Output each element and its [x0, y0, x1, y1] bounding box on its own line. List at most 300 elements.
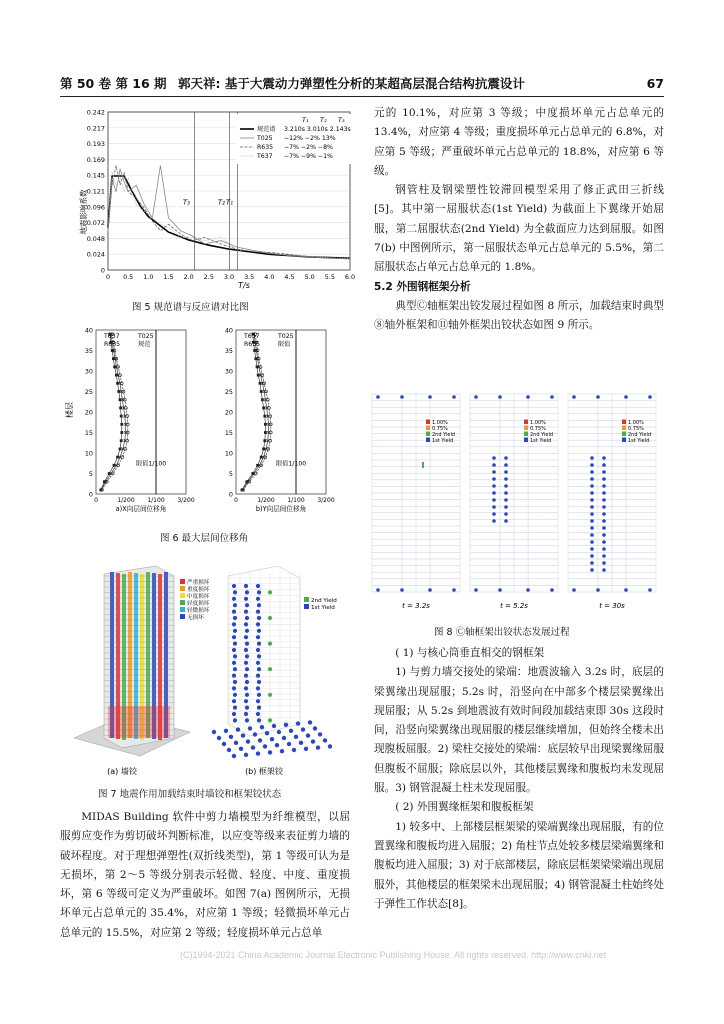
fig8-legend-label: 1st Yield — [628, 438, 650, 444]
fig8-hinge-dot — [602, 568, 606, 572]
fig6-y-tick-label: 5 — [228, 470, 233, 478]
fig8-hinge-dot — [602, 477, 606, 481]
fig7b-hinge-dot — [256, 674, 260, 678]
fig6-legend-entry: 限值 — [278, 341, 291, 348]
fig7b-base-hinge-dot — [227, 748, 231, 752]
fig5-x-axis-label: T/s — [238, 281, 250, 290]
fig7b-base-hinge-dot — [306, 733, 310, 737]
fig8-legend-label: 2nd Yield — [628, 432, 652, 438]
fig6-legend-entry: T637 — [244, 333, 260, 340]
fig8-hinge-dot — [602, 484, 606, 488]
fig7b-hinge-dot — [232, 712, 236, 716]
left-text-column — [60, 808, 350, 943]
fig8-hinge-dot — [498, 588, 502, 592]
fig7b-base-hinge-dot — [224, 729, 228, 733]
fig7b-base-hinge-dot — [241, 733, 245, 737]
fig8-legend-label: 1st Yield — [530, 438, 552, 444]
fig7b-hinge-dot — [257, 642, 261, 646]
fig6-point — [113, 464, 116, 467]
fig8-hinge-dot — [590, 561, 594, 565]
fig8-frame-hinge-development — [370, 388, 664, 616]
fig5-x-tick-label: 1.5 — [163, 273, 174, 281]
fig7a-legend-label: 严重损坏 — [187, 580, 210, 586]
fig5-y-tick-label: 0.242 — [86, 108, 105, 117]
fig7b-base-hinge-dot — [212, 730, 216, 734]
fig8-hinge-dot — [590, 498, 594, 502]
fig6-y-tick-label: 10 — [224, 449, 233, 458]
fig8-hinge-dot — [400, 588, 404, 592]
fig6-limit-label: 限值1/100 — [136, 460, 167, 468]
fig7b-base-hinge-dot — [299, 741, 303, 745]
fig8-hinge-dot — [400, 395, 404, 399]
fig7b-base-hinge-dot — [282, 736, 286, 740]
fig7b-hinge-dot — [257, 667, 261, 671]
fig8-legend-swatch — [426, 432, 430, 437]
fig7b-base-hinge-dot — [268, 750, 272, 754]
fig7b-hinge-dot — [256, 712, 260, 716]
fig8-hinge-dot — [590, 547, 594, 551]
fig8-hinge-dot — [624, 395, 628, 399]
fig7a-legend-label: 中度损坏 — [187, 594, 210, 600]
fig6-plot-frame — [96, 330, 186, 494]
fig8-hinge-dot — [492, 470, 496, 474]
fig5-y-tick-label: 0.024 — [86, 250, 105, 259]
fig8-hinge-dot — [452, 588, 456, 592]
fig8-hinge-dot — [602, 512, 606, 516]
fig5-legend-head: T₁ — [302, 116, 309, 124]
fig7b-hinge-dot — [245, 693, 249, 697]
fig6-x-tick-label: 1/200 — [257, 497, 275, 504]
fig7b-hinge-dot — [256, 648, 260, 652]
fig7b-hinge-dot — [232, 648, 236, 652]
fig8-hinge-dot — [602, 526, 606, 530]
fig8-hinge-dot — [504, 519, 508, 523]
fig6-subplot-label: b)Y向层间位移角 — [255, 505, 307, 513]
fig5-legend-values: −7% −9% −1% — [284, 153, 333, 160]
fig8-legend-label: 2nd Yield — [530, 432, 554, 438]
fig7b-hinge-dot — [233, 693, 237, 697]
fig8-hinge-dot — [572, 588, 576, 592]
paragraph-midas: MIDAS Building 软件中剪力墙模型为纤维模型，以屈服剪应变作为剪切破坏判断标准，以应变等级来表征剪力墙的破坏程度。对于理想弹塑性(双折线类型)，第 1 等级可认为是无损坏，第 2～5 等级分别表示轻微、轻度、中度、重度损坏，第 6 等级可定义为严重破坏。如图 7(a) 图例所示，无损坏单元占总单元的 35.4%，对应第 1 等级；轻微损坏单元占总单元的 15.5%，对应第 2 等级；轻度损坏单元占总单 — [60, 811, 350, 939]
fig8-hinge-dot — [504, 470, 508, 474]
fig5-x-tick-label: 6.0 — [344, 273, 356, 281]
fig7b-hinge-dot — [232, 635, 236, 639]
fig6-point — [120, 415, 123, 418]
fig7b-hinge-dot — [244, 584, 248, 588]
subsection-2-heading: ( 2) 外围翼缘框架和腹板框架 — [395, 801, 534, 814]
fig8-legend-swatch — [524, 438, 528, 443]
fig8-hinge-dot — [602, 491, 606, 495]
fig7b-hinge-dot — [244, 712, 248, 716]
fig6-y-axis-label: 楼层 — [65, 402, 74, 418]
fig8-hinge-dot — [602, 456, 606, 460]
fig6-point — [120, 423, 123, 426]
fig7-hinge-state-figure — [64, 556, 350, 780]
fig8-hinge-dot — [590, 540, 594, 544]
fig8-hinge-dot — [590, 519, 594, 523]
fig6-y-tick-label: 40 — [84, 326, 93, 335]
fig6-x-tick-label: 0 — [94, 497, 98, 504]
fig7b-base-hinge-dot — [308, 720, 312, 724]
fig8-hinge-dot — [590, 512, 594, 516]
fig8-hinge-dot — [648, 395, 652, 399]
fig7b-base-hinge-dot — [248, 726, 252, 730]
fig7b-base-hinge-dot — [251, 745, 255, 749]
fig5-y-tick-label: 0.096 — [86, 203, 105, 212]
fig7b-base-hinge-dot — [275, 743, 279, 747]
fig7b-base-hinge-dot — [277, 730, 281, 734]
fig8-hinge-dot — [452, 395, 456, 399]
fig7b-hinge-dot — [244, 635, 248, 639]
fig7b-hinge-dot — [245, 616, 249, 620]
fig7b-hinge-dot — [233, 629, 237, 633]
fig7b-hinge-dot — [257, 629, 261, 633]
fig5-x-tick-label: 4.0 — [264, 273, 275, 281]
fig7b-hinge-dot-2nd-yield — [268, 718, 272, 722]
fig7b-base-hinge-dot — [294, 735, 298, 739]
fig8-hinge-dot — [504, 505, 508, 509]
fig8-hinge-dot — [504, 477, 508, 481]
fig7a-legend-swatch — [180, 600, 185, 605]
fig6-legend-entry: R635 — [244, 341, 261, 348]
fig8-hinge-dot — [550, 395, 554, 399]
fig7b-base-hinge-dot — [296, 721, 300, 725]
fig8-hinge-dot — [492, 498, 496, 502]
fig6-y-tick-label: 5 — [88, 470, 93, 478]
fig6-y-tick-label: 25 — [224, 388, 233, 396]
fig8-hinge-dot — [648, 588, 652, 592]
fig7b-hinge-dot — [244, 661, 248, 665]
fig7b-hinge-dot — [256, 661, 260, 665]
fig8-hinge-dot — [492, 505, 496, 509]
fig5-x-tick-label: 0.5 — [123, 273, 134, 281]
fig7b-legend-label: 2nd Yield — [311, 598, 337, 604]
fig7b-hinge-dot — [245, 680, 249, 684]
fig6-y-tick-label: 0 — [88, 490, 93, 499]
fig7a-base-damage-zone — [108, 706, 170, 738]
fig5-y-tick-label: 0.072 — [86, 219, 105, 228]
fig8-hinge-dot — [504, 484, 508, 488]
paragraph-outer-frame: 1) 较多中、上部楼层框架梁的梁端翼缘出现屈服，有的位置翼缘和腹板均进入屈服；2) 角柱节点处较多楼层梁端翼缘和腹板均进入屈服；3) 对于底部楼层，除底层框架梁梁端出现屈服外，其他楼层的框架梁未出现屈服；4) 钢管混凝土柱始终处于弹性工作状态[8]。 — [374, 820, 664, 910]
fig7b-hinge-dot-2nd-yield — [268, 616, 272, 620]
fig8-hinge-dot — [504, 498, 508, 502]
fig7b-hinge-dot — [233, 718, 237, 722]
fig8-hinge-dot — [602, 519, 606, 523]
fig8-hinge-dot — [602, 498, 606, 502]
running-title: 郭天祥: 基于大震动力弹塑性分析的某超高层混合结构抗震设计 — [178, 76, 525, 91]
fig7b-hinge-dot — [244, 648, 248, 652]
fig7a-sublabel: (a) 墙铰 — [107, 767, 137, 776]
fig7a-legend-swatch — [180, 579, 185, 584]
fig5-series-T637 — [108, 172, 350, 258]
fig7a-legend-label: 轻微损坏 — [187, 608, 210, 614]
right-text-column-bottom — [374, 644, 664, 914]
fig7a-legend-label: 重度损坏 — [187, 587, 210, 593]
fig6-point — [121, 456, 124, 459]
header-rule — [60, 96, 664, 97]
fig7b-hinge-dot — [257, 680, 261, 684]
fig5-legend-name: T637 — [257, 153, 273, 160]
fig6-point — [262, 407, 265, 410]
fig7b-hinge-dot — [256, 584, 260, 588]
fig7b-base-hinge-dot — [318, 732, 322, 736]
fig5-period-label: T₁ — [225, 198, 234, 207]
fig8-hinge-dot — [428, 395, 432, 399]
fig6-y-tick-label: 35 — [224, 347, 233, 355]
fig6-y-tick-label: 20 — [84, 408, 93, 417]
fig7b-base-hinge-dot — [217, 736, 221, 740]
fig7b-hinge-dot — [245, 667, 249, 671]
fig8-legend-swatch — [622, 438, 626, 443]
fig6-point — [116, 382, 119, 385]
fig8-hinge-dot — [526, 588, 530, 592]
fig8-hinge-dot — [596, 395, 600, 399]
fig6-point — [257, 374, 260, 377]
fig5-caption: 图 5 规范谱与反应谱对比图 — [132, 302, 249, 313]
fig7b-hinge-dot — [256, 699, 260, 703]
fig7b-hinge-dot — [245, 718, 249, 722]
fig6-x-tick-label: 0 — [234, 497, 238, 504]
fig7b-hinge-dot — [244, 674, 248, 678]
fig7b-hinge-dot — [233, 642, 237, 646]
fig7b-hinge-dot — [232, 699, 236, 703]
fig7b-hinge-dot — [232, 610, 236, 614]
paragraph-fig8-intro: 典型Ⓒ轴框架出铰发展过程如图 8 所示，加载结束时典型⑧轴外框架和⑪轴外框架出铰状态如图 9 所示。 — [374, 299, 664, 332]
fig6-plot-frame — [236, 330, 326, 494]
fig7b-base-hinge-dot — [239, 747, 243, 751]
fig5-legend-head: T₃ — [338, 116, 345, 124]
fig8-legend-swatch — [524, 432, 528, 437]
fig7b-legend-label: 1st Yield — [311, 605, 335, 611]
fig7b-hinge-dot — [256, 686, 260, 690]
fig6-y-tick-label: 35 — [84, 347, 93, 355]
fig7b-hinge-dot — [233, 603, 237, 607]
journal-issue: 第 50 卷 第 16 期 — [60, 76, 167, 91]
fig7b-hinge-dot — [232, 661, 236, 665]
fig8-yield-marker — [422, 462, 424, 468]
fig7b-hinge-dot — [244, 686, 248, 690]
fig6-y-tick-label: 10 — [84, 449, 93, 458]
fig7b-base-hinge-dot — [316, 745, 320, 749]
fig6-point — [119, 407, 122, 410]
fig7b-hinge-dot-2nd-yield — [268, 642, 272, 646]
fig7b-legend-swatch — [304, 604, 309, 609]
fig8-legend-swatch — [622, 432, 626, 437]
fig8-hinge-dot — [602, 533, 606, 537]
fig5-x-tick-label: 2.0 — [183, 273, 194, 281]
fig7b-hinge-dot — [233, 654, 237, 658]
fig8-hinge-dot — [428, 588, 432, 592]
fig7b-hinge-dot — [233, 706, 237, 710]
fig6-point — [264, 431, 267, 434]
fig5-legend-head: T₂ — [320, 116, 327, 124]
fig7b-hinge-dot — [245, 603, 249, 607]
fig7b-base-hinge-dot — [236, 727, 240, 731]
fig5-x-tick-label: 3.5 — [244, 273, 255, 281]
fig8-legend-label: 0.75% — [432, 426, 448, 432]
cnki-watermark: (C)1994-2021 China Academic Journal Electronic Publishing House. All rights reserved. http://www.cnki.net — [180, 950, 607, 960]
fig7b-hinge-dot — [257, 654, 261, 658]
fig8-hinge-dot — [602, 470, 606, 474]
paragraph-hysteresis: 钢管柱及钢梁塑性铰滞回模型采用了修正武田三折线[5]。其中第一屈服状态(1st Yield) 为截面上下翼缘开始屈服，第二屈服状态(2nd Yield) 为全截面应力达到屈服。如图 7(b) 中图例所示，第一屈服状态单元占总单元的 5.5%，第二屈服状态占单元占总单元的 1.8%。 — [374, 184, 664, 274]
fig8-legend-label: 1.00% — [530, 420, 546, 426]
fig7b-hinge-dot-2nd-yield — [268, 667, 272, 671]
fig7b-hinge-dot — [256, 610, 260, 614]
fig6-subplot-label: a)X向层间位移角 — [115, 505, 167, 513]
fig7a-legend-label: 无损坏 — [187, 615, 204, 621]
fig7b-hinge-dot — [233, 680, 237, 684]
fig5-x-tick-label: 4.5 — [284, 273, 295, 281]
fig8-panel — [470, 394, 558, 610]
fig6-y-tick-label: 30 — [84, 367, 93, 376]
fig6-legend-entry: T025 — [138, 333, 154, 340]
fig6-point — [261, 398, 264, 401]
fig8-hinge-dot — [602, 505, 606, 509]
paragraph-core-frame: 1) 与剪力墙交接处的梁端：地震波输入 3.2s 时，底层的梁翼缘出现屈服；5.2s 时，沿竖向在中部多个楼层梁翼缘出现屈服；从 5.2s 到地震波有效时间段加载结束即 30s 这段时间，沿竖向梁翼缘出现屈服的楼层继续增加，但始终全楼未出现腹板屈服。2) 梁柱交接处的梁端：底层较早出现梁翼缘屈服但腹板不屈服；除底层以外，其他楼层翼缘和腹板均未发现屈服。3) 钢管混凝土柱未发现屈服。 — [374, 666, 664, 795]
fig7b-sublabel: (b) 框架铰 — [245, 767, 283, 776]
fig7b-base-hinge-dot — [311, 739, 315, 743]
fig8-hinge-dot — [590, 477, 594, 481]
fig7b-base-hinge-dot — [289, 729, 293, 733]
fig6-legend-entry: T637 — [104, 333, 120, 340]
fig7b-base-hinge-dot — [292, 748, 296, 752]
fig6-x-tick-label: 1/100 — [287, 497, 305, 504]
fig7b-hinge-dot — [256, 635, 260, 639]
fig7b-base-hinge-dot — [280, 749, 284, 753]
fig7b-base-hinge-dot — [328, 744, 332, 748]
fig7b-hinge-dot — [233, 667, 237, 671]
fig5-series-规范谱 — [108, 176, 350, 258]
fig6-point — [263, 415, 266, 418]
fig7b-base-hinge-dot — [284, 723, 288, 727]
fig6-point — [115, 464, 118, 467]
fig8-hinge-dot — [474, 588, 478, 592]
fig8-hinge-dot — [550, 588, 554, 592]
fig7b-hinge-dot — [233, 590, 237, 594]
fig7b-base-hinge-dot — [272, 724, 276, 728]
fig5-legend-name: 规范谱 — [257, 126, 276, 133]
fig7b-hinge-dot — [244, 622, 248, 626]
fig6-point — [117, 390, 120, 393]
fig6-x-tick-label: 1/100 — [147, 497, 165, 504]
fig6-y-tick-label: 30 — [224, 367, 233, 376]
fig7b-base-hinge-dot — [323, 738, 327, 742]
fig8-caption: 图 8 Ⓒ轴框架出铰状态发展过程 — [434, 627, 570, 638]
fig8-legend-swatch — [426, 426, 430, 431]
right-text-column-top — [374, 104, 664, 336]
fig8-hinge-dot — [504, 456, 508, 460]
fig5-x-tick-label: 5.5 — [324, 273, 335, 281]
fig6-y-tick-label: 25 — [84, 388, 93, 396]
fig5-period-label: T₃ — [182, 198, 190, 207]
fig8-hinge-dot — [590, 505, 594, 509]
fig7b-hinge-dot — [257, 706, 261, 710]
fig8-hinge-dot — [376, 395, 380, 399]
fig8-legend-swatch — [622, 420, 626, 425]
fig7b-hinge-dot — [232, 674, 236, 678]
fig6-drift-chart — [60, 322, 360, 522]
fig8-hinge-dot — [590, 463, 594, 467]
fig8-hinge-dot — [590, 456, 594, 460]
fig8-legend-swatch — [524, 426, 528, 431]
fig8-hinge-dot — [492, 477, 496, 481]
fig7b-hinge-dot — [232, 686, 236, 690]
fig8-legend-swatch — [524, 420, 528, 425]
fig8-panel — [372, 394, 460, 610]
fig8-legend-label: 0.75% — [530, 426, 546, 432]
fig7a-legend-label: 轻度损坏 — [187, 601, 210, 607]
fig8-hinge-dot — [590, 568, 594, 572]
fig7b-hinge-dot — [244, 597, 248, 601]
fig6-point — [260, 390, 263, 393]
fig6-x-tick-label: 3/200 — [177, 497, 195, 504]
subsection-1-heading: ( 1) 与核心筒垂直相交的钢框架 — [395, 647, 545, 659]
fig7b-hinge-dot — [244, 610, 248, 614]
fig7a-legend-swatch — [180, 586, 185, 591]
fig6-point — [260, 456, 263, 459]
fig7b-hinge-dot — [245, 654, 249, 658]
fig7b-hinge-dot-2nd-yield — [268, 693, 272, 697]
fig6-legend-entry: 规范 — [138, 341, 151, 348]
fig7b-hinge-dot — [257, 718, 261, 722]
fig7b-base-hinge-dot — [260, 725, 264, 729]
fig7b-base-hinge-dot — [301, 727, 305, 731]
fig8-time-label: t = 3.2s — [402, 602, 430, 610]
fig5-y-tick-label: 0.048 — [86, 234, 105, 243]
fig5-y-tick-label: 0 — [100, 266, 105, 275]
fig7b-frame-outline — [228, 566, 300, 736]
fig5-legend-name: T025 — [257, 135, 273, 142]
fig6-point — [120, 439, 123, 442]
fig5-y-axis-label: 地震影响系数 — [79, 189, 88, 235]
fig7b-hinge-dot — [257, 603, 261, 607]
fig8-hinge-dot — [602, 561, 606, 565]
fig7b-hinge-dot — [245, 706, 249, 710]
fig7b-hinge-dot — [257, 693, 261, 697]
fig7b-base-hinge-dot — [244, 753, 248, 757]
fig7a-legend-swatch — [180, 614, 185, 619]
fig7b-base-hinge-dot — [253, 732, 257, 736]
fig8-panel — [568, 394, 656, 610]
fig6-x-tick-label: 3/200 — [317, 497, 335, 504]
fig5-legend-values: 3.210s 3.010s 2.143s — [284, 126, 351, 133]
fig6-point — [119, 448, 122, 451]
fig5-legend-values: −7% −2% −8% — [284, 144, 333, 151]
fig7b-legend-swatch — [304, 597, 309, 602]
fig8-hinge-dot — [492, 519, 496, 523]
fig6-point — [264, 423, 267, 426]
fig7a-legend-swatch — [180, 607, 185, 612]
fig6-y-tick-label: 40 — [224, 326, 233, 335]
fig5-y-tick-label: 0.145 — [86, 171, 105, 180]
fig8-hinge-dot — [624, 588, 628, 592]
fig8-time-label: t = 5.2s — [500, 602, 528, 610]
fig6-x-tick-label: 1/200 — [117, 497, 135, 504]
fig6-y-tick-label: 15 — [84, 429, 93, 437]
fig5-period-label: T₂ — [217, 198, 225, 207]
fig6-limit-label: 限值1/100 — [276, 460, 307, 468]
fig7b-base-hinge-dot — [258, 738, 262, 742]
fig7b-base-hinge-dot — [265, 731, 269, 735]
fig7b-hinge-dot — [232, 597, 236, 601]
fig5-y-tick-label: 0.193 — [86, 140, 105, 149]
fig8-hinge-dot — [492, 463, 496, 467]
fig8-time-label: t = 30s — [599, 602, 625, 610]
fig7b-base-hinge-dot — [234, 741, 238, 745]
fig6-legend-entry: R635 — [104, 341, 121, 348]
fig8-hinge-dot — [590, 554, 594, 558]
fig7b-hinge-dot-2nd-yield — [268, 590, 272, 594]
